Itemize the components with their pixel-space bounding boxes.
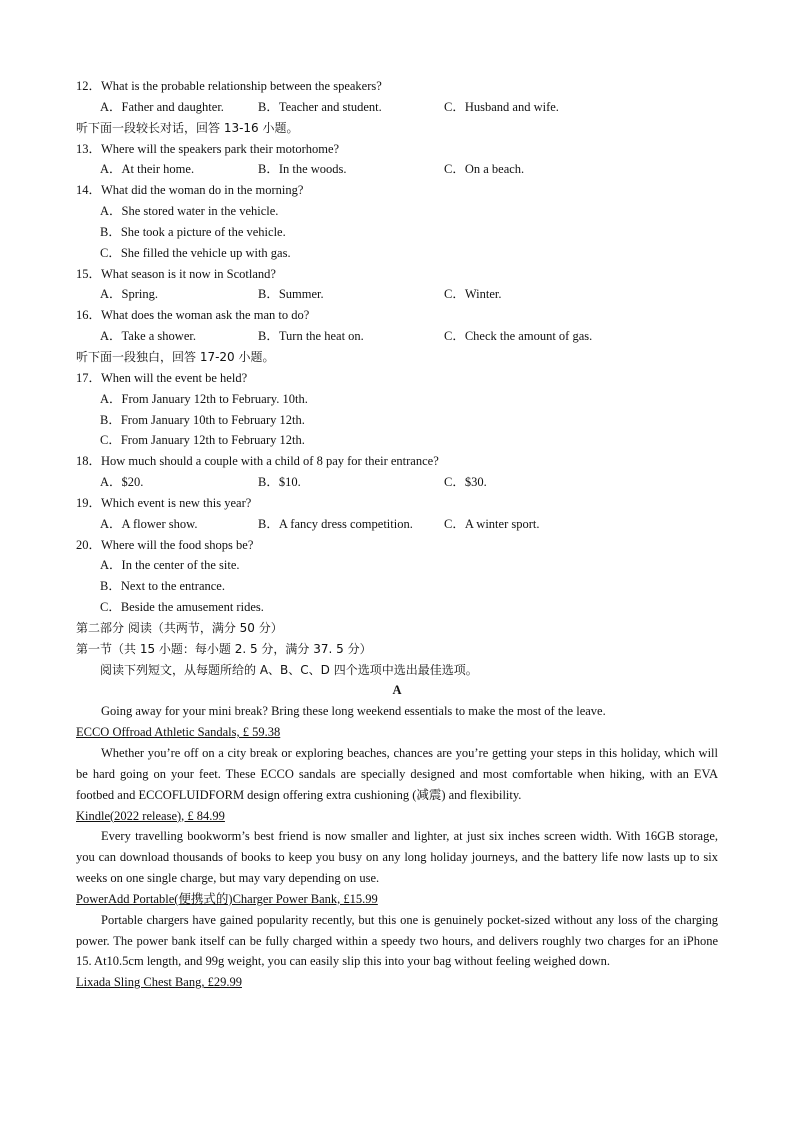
item-heading-sandals: ECCO Offroad Athletic Sandals, £ 59.38 <box>76 725 281 740</box>
option-c: C．Check the amount of gas. <box>444 329 593 344</box>
option-c: C．$30. <box>444 475 487 490</box>
option-b: B．She took a picture of the vehicle. <box>100 224 286 239</box>
question-14: 14．What did the woman do in the morning? <box>76 183 304 198</box>
option-c: C．From January 12th to February 12th. <box>100 433 305 448</box>
option-b: B．Teacher and student. <box>258 99 382 114</box>
option-a: A．Spring. <box>100 287 158 302</box>
part-two-heading: 第二部分 阅读（共两节，满分 50 分） <box>76 620 283 635</box>
question-16: 16．What does the woman ask the man to do? <box>76 308 310 323</box>
item-heading-power-bank: PowerAdd Portable(便携式的)Charger Power Bank, £15.99 <box>76 891 378 906</box>
question-16-options <box>76 326 718 347</box>
option-c: C．On a beach. <box>444 162 525 177</box>
question-19: 19．Which event is new this year? <box>76 495 252 510</box>
option-a: A．Take a shower. <box>100 329 196 344</box>
option-b: B．A fancy dress competition. <box>258 516 413 531</box>
option-a: A．In the center of the site. <box>100 558 240 573</box>
question-20: 20．Where will the food shops be? <box>76 537 254 552</box>
item-heading-chest-bag: Lixada Sling Chest Bang, £29.99 <box>76 975 242 990</box>
question-13-options <box>76 159 718 180</box>
option-c: C．Winter. <box>444 287 502 302</box>
exam-page <box>76 76 718 993</box>
question-15-options <box>76 284 718 305</box>
option-a: A．From January 12th to February. 10th. <box>100 391 308 406</box>
item-body-kindle: Every travelling bookworm’s best friend is now smaller and lighter, at just six inches screen width. With 16GB storage, you can download thousands of books to keep you busy on any long holiday journeys, and the battery life now lasts up to six weeks on one single charge, but may vary depending on use. <box>76 829 718 886</box>
question-12: 12．What is the probable relationship between the speakers? <box>76 79 382 93</box>
option-c: C．A winter sport. <box>444 516 540 531</box>
option-b: B．Next to the entrance. <box>100 579 225 594</box>
option-a: A．She stored water in the vehicle. <box>100 204 279 219</box>
option-b: B．Turn the heat on. <box>258 329 364 344</box>
option-a: A．Father and daughter. <box>100 99 224 114</box>
section-one-heading: 第一节（共 15 小题：每小题 2. 5 分，满分 37. 5 分） <box>76 641 372 656</box>
question-15: 15．What season is it now in Scotland? <box>76 266 276 281</box>
option-a: A．$20. <box>100 475 144 490</box>
listening-direction-17-20: 听下面一段独白，回答 17-20 小题。 <box>76 349 275 364</box>
option-a: A．A flower show. <box>100 516 198 531</box>
question-19-options <box>76 514 718 535</box>
option-c: C．Beside the amusement rides. <box>100 600 264 615</box>
item-body-sandals: Whether you’re off on a city break or exploring beaches, chances are you’re getting your steps in this holiday, which will be hard going on your feet. These ECCO sandals are specially designed and most comfortable when hiking, with an EVA footbed and ECCOFLUIDFORM design offering extra cushioning (减震) and flexibility. <box>76 746 718 802</box>
option-b: B．In the woods. <box>258 162 347 177</box>
option-a: A．At their home. <box>100 162 195 177</box>
option-b: B．From January 10th to February 12th. <box>100 412 305 427</box>
option-c: C．She filled the vehicle up with gas. <box>100 245 291 260</box>
question-13: 13．Where will the speakers park their motorhome? <box>76 141 340 156</box>
listening-direction-13-16: 听下面一段较长对话，回答 13-16 小题。 <box>76 120 299 135</box>
option-b: B．Summer. <box>258 287 324 302</box>
option-c: C．Husband and wife. <box>444 99 559 114</box>
passage-label: A <box>392 683 402 698</box>
question-12-options <box>76 97 718 118</box>
item-body-power-bank: Portable chargers have gained popularity recently, but this one is genuinely pocket-sized without any loss of the charging power. The power bank itself can be fully charged within a speedy two hours, and delivers roughly two charges for an iPhone 15. At10.5cm length, and 99g weight, you can easily slip this into your bag without feeling weighed down. <box>76 912 718 969</box>
item-heading-kindle: Kindle(2022 release), £ 84.99 <box>76 808 225 823</box>
question-17: 17．When will the event be held? <box>76 370 248 385</box>
question-18: 18．How much should a couple with a child of 8 pay for their entrance? <box>76 454 439 469</box>
option-b: B．$10. <box>258 475 301 490</box>
question-18-options <box>76 472 718 493</box>
reading-instruction: 阅读下列短文，从每题所给的 A、B、C、D 四个选项中选出最佳选项。 <box>100 662 478 677</box>
passage-intro: Going away for your mini break? Bring these long weekend essentials to make the most of the leave. <box>101 704 606 719</box>
